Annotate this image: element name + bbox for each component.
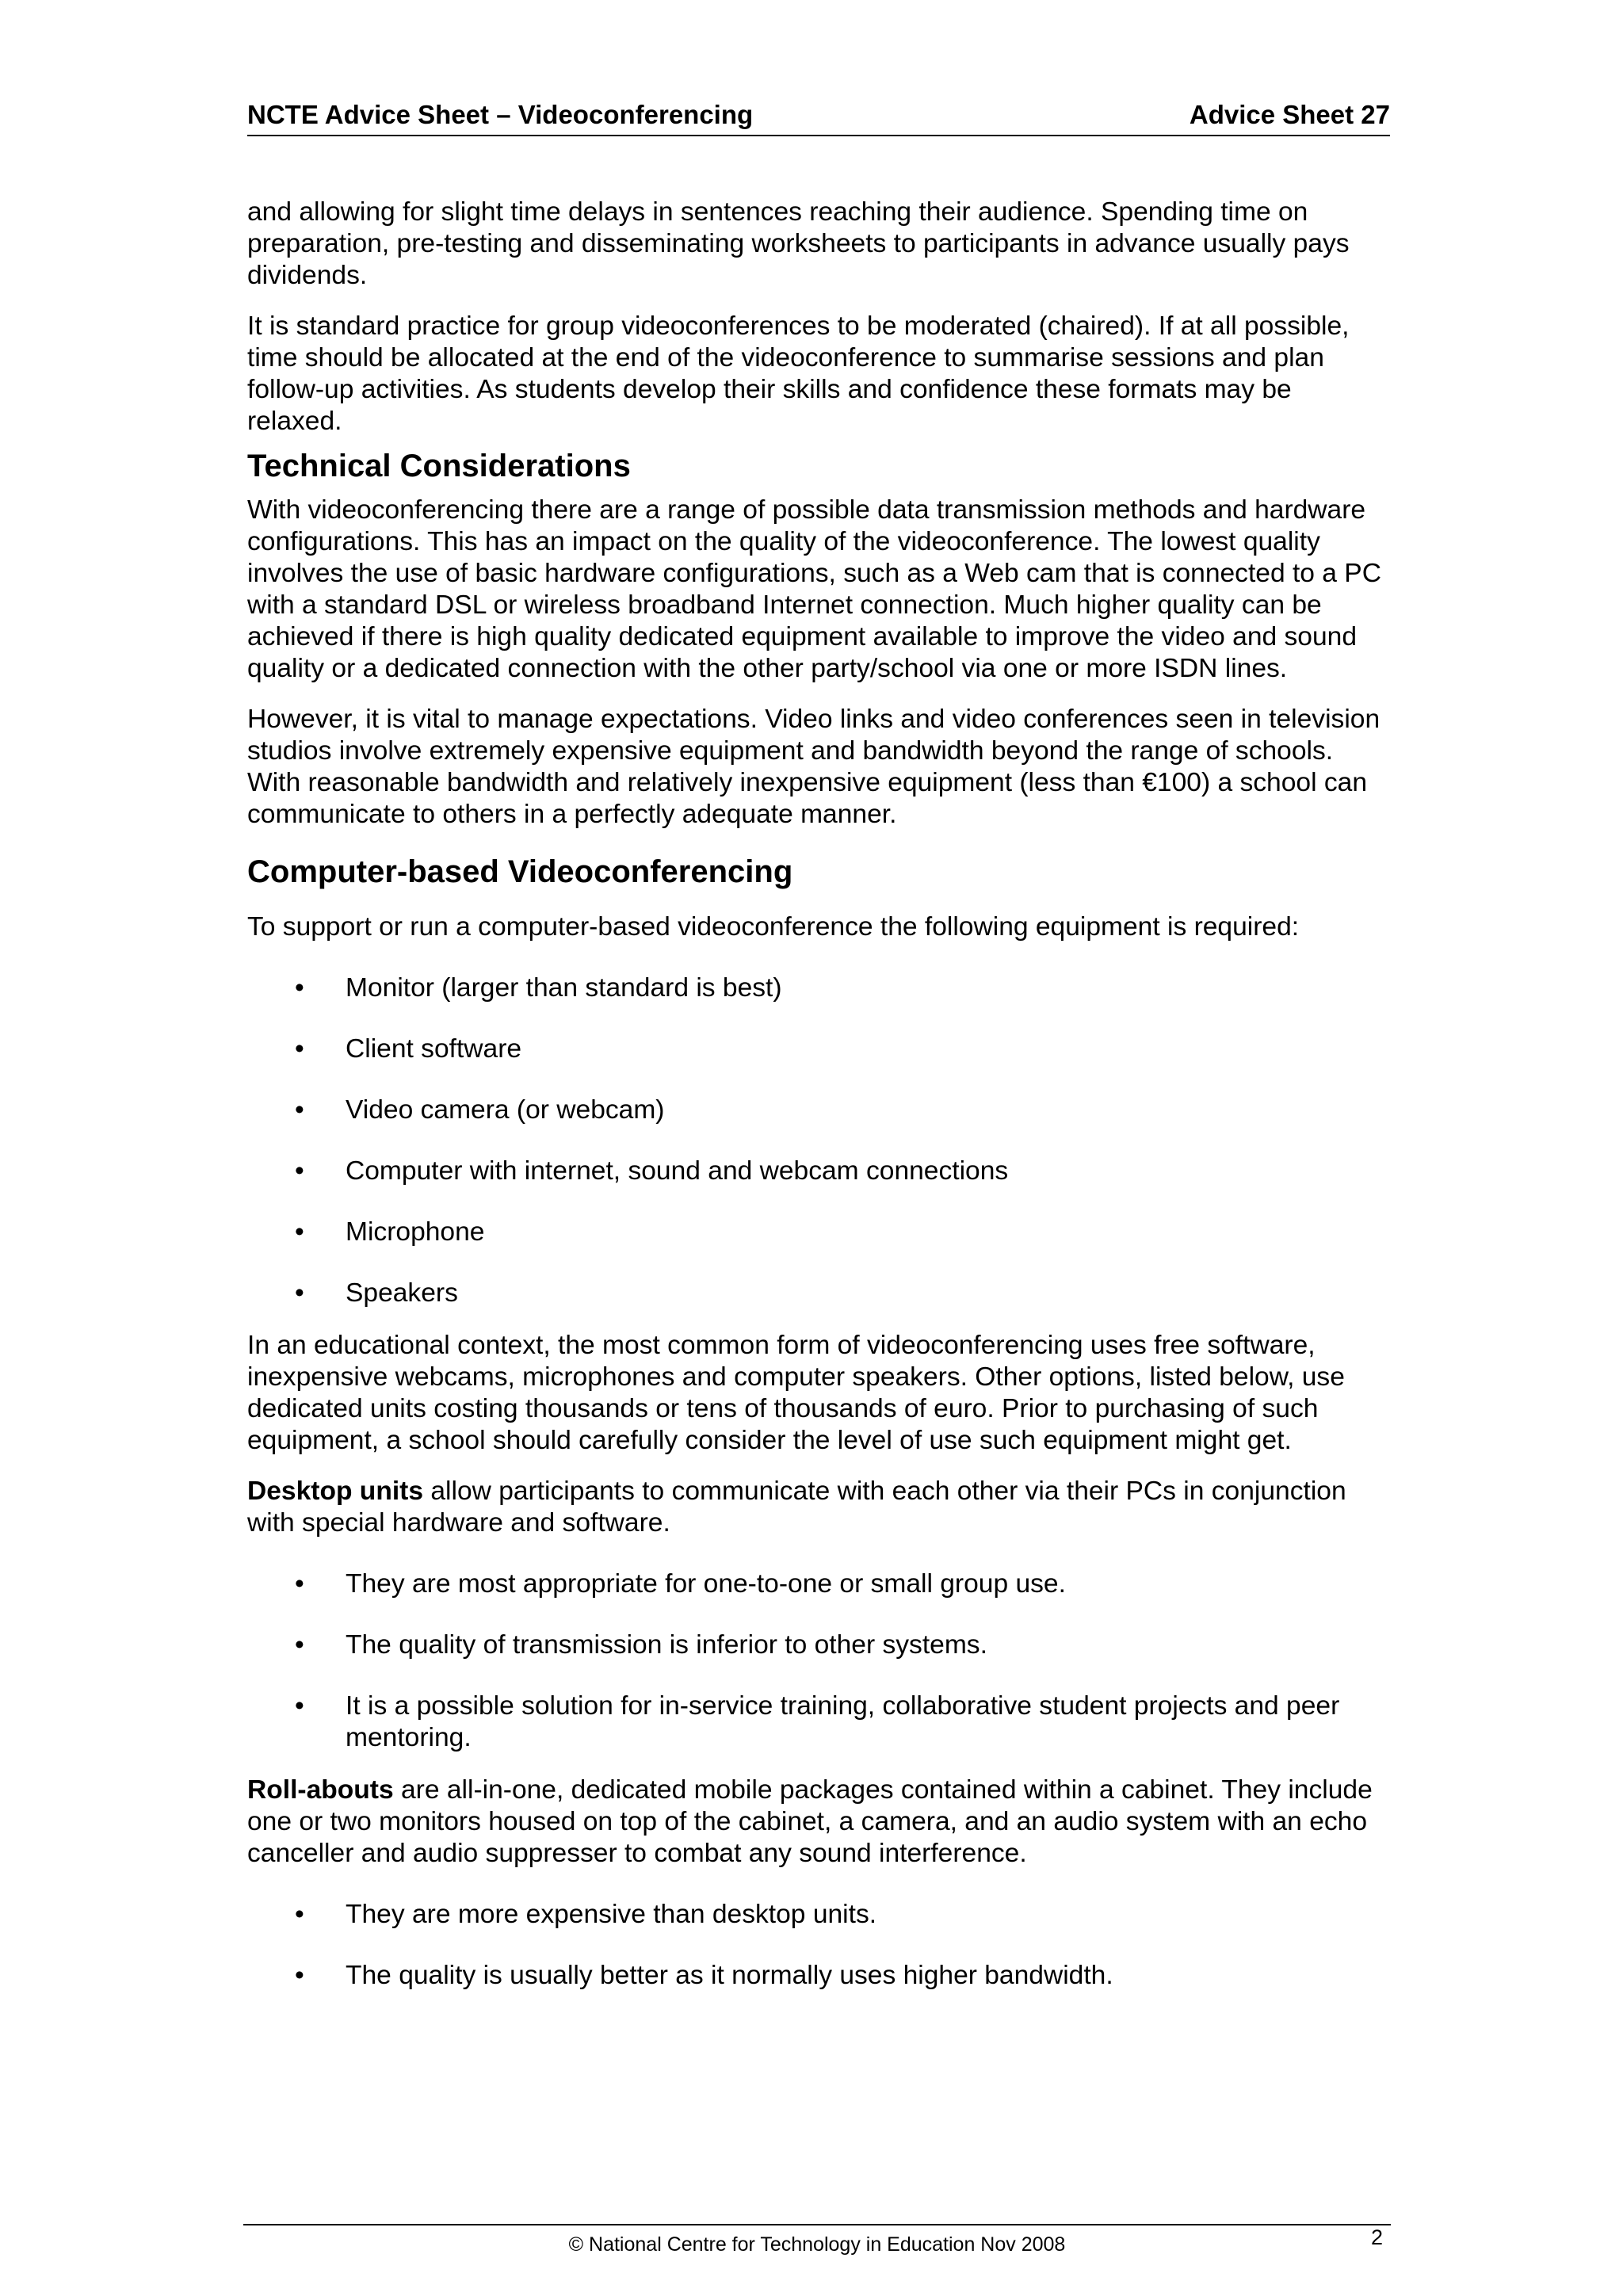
list-item: • They are more expensive than desktop units. <box>295 1900 877 1929</box>
page-header <box>247 97 1390 136</box>
bullet-icon: • <box>295 1691 304 1721</box>
roll-abouts-term: Roll-abouts <box>247 1775 394 1805</box>
document-body <box>247 197 1392 2012</box>
technical-paragraph-2: However, it is vital to manage expectations. Video links and video conferences seen in television studios involve extremely expensive equipment and bandwidth beyond the range of schools. With reasonable bandwidth and relatively inexpensive equipment (less than €100) a school can communicate to others in a perfectly adequate manner. <box>247 705 1381 829</box>
page-number: 2 <box>1370 2225 1383 2249</box>
sheet-number: Advice Sheet 27 <box>1189 100 1390 129</box>
bullet-icon: • <box>295 1900 304 1929</box>
list-item: • Client software <box>295 1034 522 1064</box>
intro-paragraph-1: and allowing for slight time delays in sentences reaching their audience. Spending time on preparation, pre-testing and disseminating worksheets to participants in advance usually pays dividends. <box>247 197 1350 290</box>
list-item: • Computer with internet, sound and webcam connections <box>295 1156 1009 1186</box>
bullet-icon: • <box>295 1217 304 1247</box>
roll-abouts-paragraph: Roll-abouts are all-in-one, dedicated mobile packages contained within a cabinet. They include one or two monitors housed on top of the cabinet, a camera, and an audio system with an echo canceller and audio suppresser to combat any sound interference. <box>247 1775 1373 1868</box>
technical-heading: Technical Considerations <box>247 449 631 483</box>
list-item: • Microphone <box>295 1217 485 1247</box>
bullet-icon: • <box>295 1034 304 1064</box>
document-title: NCTE Advice Sheet – Videoconferencing <box>247 100 754 129</box>
computer-heading: Computer-based Videoconferencing <box>247 854 793 889</box>
technical-paragraph-1: With videoconferencing there are a range of possible data transmission methods and hardware configurations. This has an impact on the quality of the videoconference. The lowest quality involves the use of basic hardware configurations, such as a Web cam that is connected to a PC with a standard DSL or wireless broadband Internet connection. Much higher quality can be achieved if there is high quality dedicated equipment available to improve the video and sound quality or a dedicated connection with the other party/school via one or more ISDN lines. <box>247 495 1381 683</box>
educational-context-paragraph: In an educational context, the most common form of videoconferencing uses free software, inexpensive webcams, microphones and computer speakers. Other options, listed below, use dedicated units costing thousands or tens of thousands of euro. Prior to purchasing of such equipment, a school should carefully consider the level of use such equipment might get. <box>247 1331 1345 1455</box>
page-footer <box>243 2224 1391 2256</box>
desktop-units-list <box>247 1568 1392 1754</box>
bullet-icon: • <box>295 1630 304 1660</box>
equipment-list <box>247 972 1392 1309</box>
desktop-units-paragraph: Desktop units allow participants to communicate with each other via their PCs in conjunction with special hardware and software. <box>247 1477 1346 1538</box>
bullet-icon: • <box>295 1156 304 1186</box>
bullet-icon: • <box>295 1569 304 1599</box>
bullet-icon: • <box>295 1278 304 1308</box>
bullet-icon: • <box>295 973 304 1003</box>
list-item: • The quality is usually better as it normally uses higher bandwidth. <box>295 1961 1113 1990</box>
list-item: • They are most appropriate for one-to-one or small group use. <box>295 1569 1066 1599</box>
bullet-icon: • <box>295 1961 304 1990</box>
list-item: • Speakers <box>295 1278 458 1308</box>
copyright-notice: © National Centre for Technology in Education Nov 2008 <box>568 2233 1066 2256</box>
list-item: • Monitor (larger than standard is best) <box>295 973 782 1003</box>
computer-intro: To support or run a computer-based videoconference the following equipment is required: <box>247 912 1300 942</box>
intro-paragraph-2: It is standard practice for group videoconferences to be moderated (chaired). If at all possible, time should be allocated at the end of the videoconference to summarise sessions and plan follow-up activities. As students develop their skills and confidence these formats may be relaxed. <box>247 311 1350 436</box>
bullet-icon: • <box>295 1095 304 1125</box>
list-item: • Video camera (or webcam) <box>295 1095 665 1125</box>
roll-abouts-list <box>247 1899 1392 1992</box>
list-item: • The quality of transmission is inferior to other systems. <box>295 1630 987 1660</box>
list-item: • It is a possible solution for in-service training, collaborative student projects and peer mentoring. <box>295 1691 1340 1752</box>
desktop-units-term: Desktop units <box>247 1477 424 1506</box>
